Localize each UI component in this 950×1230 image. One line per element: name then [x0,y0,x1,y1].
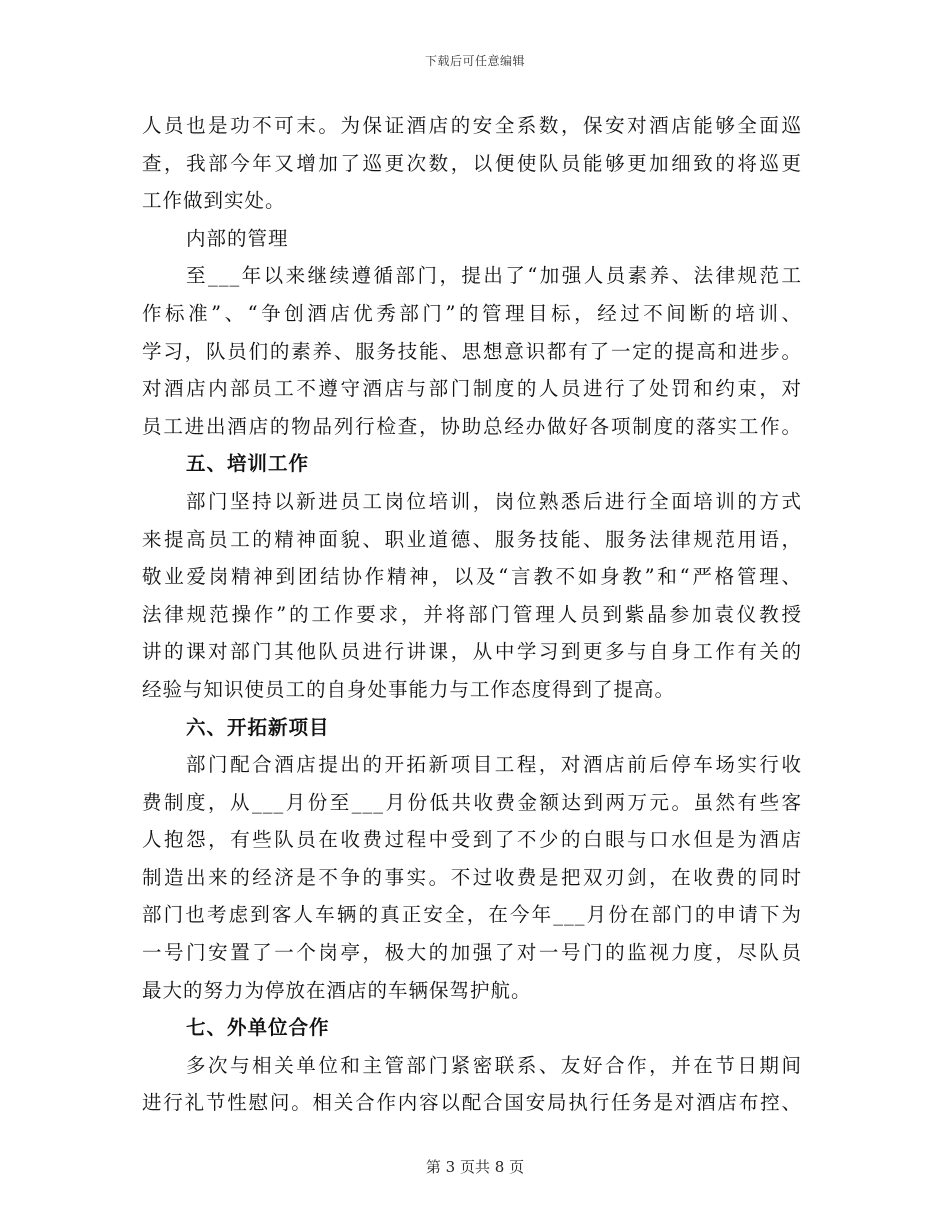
body-line: 敬业爱岗精神到团结协作精神，以及“言教不如身教”和“严格管理、 [142,565,802,589]
body-line: 查，我部今年又增加了巡更次数，以便使队员能够更加细致的将巡更 [142,151,802,175]
document-body [142,107,802,1122]
page-number: 第 3 页共 8 页 [425,1158,525,1176]
body-line: 费制度，从___月份至___月份低共收费金额达到两万元。虽然有些客 [142,790,802,814]
body-line: 对酒店内部员工不遵守酒店与部门制度的人员进行了处罚和约束，对 [142,377,802,401]
body-line: 一号门安置了一个岗亭，极大的加强了对一号门的监视力度，尽队员 [142,941,802,965]
body-line: 作标准”、“争创酒店优秀部门”的管理目标，经过不间断的培训、 [142,301,802,325]
body-line: 人员也是功不可末。为保证酒店的安全系数，保安对酒店能够全面巡 [142,114,802,137]
body-line: 法律规范操作”的工作要求，并将部门管理人员到紫晶参加袁仪教授 [142,602,802,626]
body-line: 进行礼节性慰问。相关合作内容以配合国安局执行任务是对酒店布控、 [142,1091,802,1115]
body-line: 员工进出酒店的物品列行检查，协助总经办做好各项制度的落实工作。 [142,414,802,438]
body-line: 来提高员工的精神面貌、职业道德、服务技能、服务法律规范用语， [142,527,802,551]
body-line: 部门坚持以新进员工岗位培训，岗位熟悉后进行全面培训的方式 [186,489,802,513]
body-line: 学习，队员们的素养、服务技能、思想意识都有了一定的提高和进步。 [142,339,802,363]
section-heading: 五、培训工作 [186,452,310,476]
body-line: 讲的课对部门其他队员进行讲课，从中学习到更多与自身工作有关的 [142,640,802,664]
body-line: 经验与知识使员工的自身处事能力与工作态度得到了提高。 [142,677,676,701]
page-header-note: 下载后可任意编辑 [424,54,525,68]
body-line: 部门配合酒店提出的开拓新项目工程，对酒店前后停车场实行收 [186,753,802,777]
section-heading: 七、外单位合作 [186,1016,330,1040]
subsection-title: 内部的管理 [186,226,289,250]
body-line: 最大的努力为停放在酒店的车辆保驾护航。 [142,978,532,1002]
body-line: 工作做到实处。 [142,189,286,213]
body-line: 至___年以来继续遵循部门，提出了“加强人员素养、法律规范工 [186,264,802,288]
section-heading: 六、开拓新项目 [186,715,330,739]
body-line: 人抱怨，有些队员在收费过程中受到了不少的白眼与口水但是为酒店 [142,828,802,852]
body-line: 多次与相关单位和主管部门紧密联系、友好合作，并在节日期间 [186,1053,802,1077]
body-line: 制造出来的经济是不争的事实。不过收费是把双刃剑，在收费的同时 [142,865,802,889]
body-line: 部门也考虑到客人车辆的真正安全，在今年___月份在部门的申请下为 [142,903,802,927]
